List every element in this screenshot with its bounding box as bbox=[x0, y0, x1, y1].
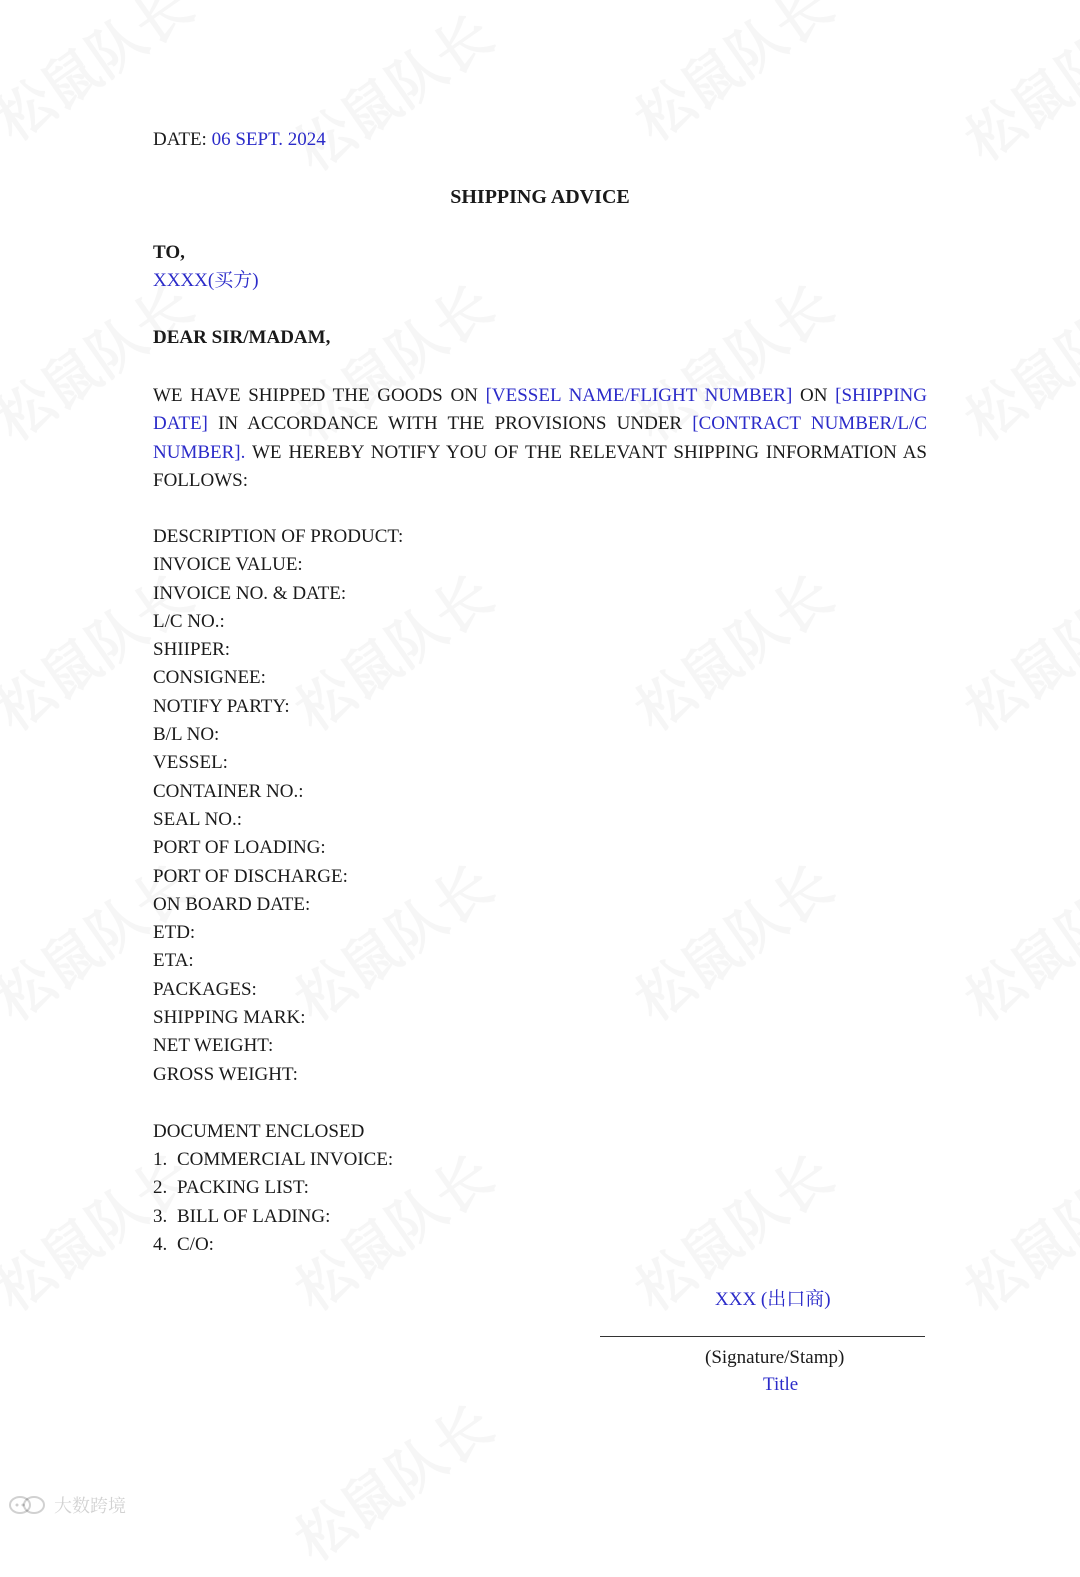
watermark bbox=[947, 263, 1080, 457]
watermark bbox=[947, 843, 1080, 1037]
body-text: ON bbox=[792, 385, 836, 406]
field-item: NET WEIGHT: bbox=[153, 1035, 274, 1057]
field-item: NOTIFY PARTY: bbox=[153, 695, 290, 717]
body-text: WE HEREBY NOTIFY YOU OF THE RELEVANT SHIPPING INFORMATION AS FOLLOWS: bbox=[153, 441, 927, 491]
document-label: COMMERCIAL INVOICE: bbox=[177, 1149, 394, 1170]
document-label: PACKING LIST: bbox=[177, 1177, 309, 1199]
watermark-logo bbox=[8, 1492, 126, 1518]
body-text: IN ACCORDANCE WITH THE PROVISIONS UNDER bbox=[207, 413, 693, 435]
watermark bbox=[617, 0, 846, 157]
field-item: ETA: bbox=[153, 950, 194, 972]
document-number: 1. bbox=[153, 1149, 168, 1170]
field-item: INVOICE NO. & DATE: bbox=[153, 582, 347, 604]
document-number: 3. bbox=[153, 1205, 168, 1227]
field-item: ETD: bbox=[153, 922, 196, 944]
document-item bbox=[153, 1146, 393, 1174]
field-item: CONTAINER NO.: bbox=[153, 780, 304, 802]
chat-bubble-icon bbox=[8, 1494, 48, 1516]
document-item bbox=[153, 1203, 393, 1231]
signature-label: (Signature/Stamp) bbox=[705, 1347, 845, 1368]
watermark bbox=[277, 0, 506, 187]
date-label: DATE: bbox=[153, 129, 212, 150]
field-item: SEAL NO.: bbox=[153, 808, 243, 830]
document-number: 2. bbox=[153, 1177, 168, 1199]
document-label: BILL OF LADING: bbox=[177, 1205, 331, 1227]
body-text: WE HAVE SHIPPED THE GOODS ON bbox=[153, 385, 486, 406]
field-item: ON BOARD DATE: bbox=[153, 893, 311, 915]
document-title: SHIPPING ADVICE bbox=[450, 186, 630, 208]
field-item: L/C NO.: bbox=[153, 610, 225, 632]
signatory-title: Title bbox=[763, 1374, 799, 1395]
field-item: PACKAGES: bbox=[153, 978, 257, 1000]
shipping-fields-list bbox=[153, 523, 403, 1089]
watermark bbox=[947, 0, 1080, 177]
watermark bbox=[277, 1383, 506, 1577]
document-item bbox=[153, 1231, 393, 1259]
field-item: DESCRIPTION OF PRODUCT: bbox=[153, 526, 404, 547]
exporter-name: XXX (出口商) bbox=[715, 1289, 831, 1310]
field-item: INVOICE VALUE: bbox=[153, 554, 303, 576]
watermark-logo-text: 大数跨境 bbox=[54, 1496, 126, 1517]
contract-placeholder: [CONTRACT NUMBER/L/C NUMBER]. bbox=[153, 413, 927, 463]
field-item: PORT OF DISCHARGE: bbox=[153, 865, 348, 887]
salutation: DEAR SIR/MADAM, bbox=[153, 327, 331, 348]
vessel-placeholder: [VESSEL NAME/FLIGHT NUMBER] bbox=[485, 385, 793, 406]
watermark bbox=[617, 843, 846, 1037]
document-number: 4. bbox=[153, 1233, 168, 1255]
watermark bbox=[947, 553, 1080, 747]
field-item: GROSS WEIGHT: bbox=[153, 1063, 298, 1085]
watermark bbox=[617, 553, 846, 747]
watermark bbox=[947, 1133, 1080, 1327]
shipping-date-placeholder: [SHIPPING DATE] bbox=[153, 385, 927, 435]
field-item: SHIPPING MARK: bbox=[153, 1007, 306, 1029]
date-line bbox=[153, 128, 326, 152]
field-item: SHIIPER: bbox=[153, 639, 231, 661]
field-item: CONSIGNEE: bbox=[153, 667, 266, 689]
signature-line bbox=[600, 1336, 925, 1337]
document-label: C/O: bbox=[177, 1233, 214, 1255]
date-value: 06 SEPT. 2024 bbox=[211, 129, 326, 150]
documents-header: DOCUMENT ENCLOSED bbox=[153, 1121, 365, 1142]
field-item: PORT OF LOADING: bbox=[153, 837, 326, 859]
recipient-name: XXXX(买方) bbox=[153, 270, 259, 291]
to-label: TO, bbox=[153, 242, 185, 263]
documents-list bbox=[153, 1146, 393, 1259]
body-paragraph bbox=[153, 382, 927, 495]
field-item: B/L NO: bbox=[153, 724, 220, 746]
document-item bbox=[153, 1174, 393, 1202]
field-item: VESSEL: bbox=[153, 752, 228, 774]
